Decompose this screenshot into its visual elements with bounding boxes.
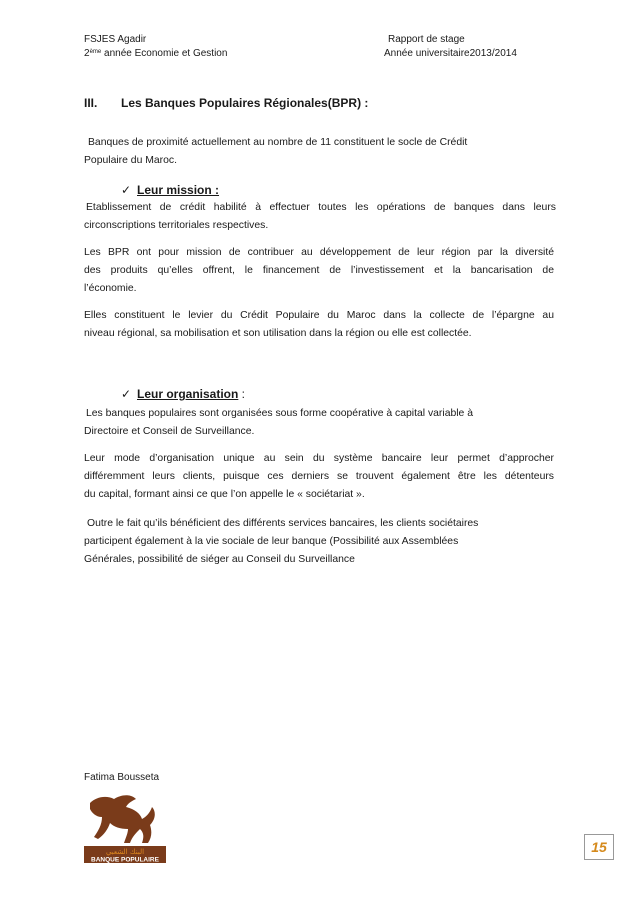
text-line: Les banques populaires sont organisées sous forme coopérative à capital variable à [86,408,474,419]
text-line: Générales, possibilité de siéger au Conseil du Surveillance [84,554,355,565]
text-line: Les BPR ont pour mission de contribuer au développement de leur région par la diversité [84,247,554,258]
page-number: 15 [584,834,614,860]
mission-paragraph-3 [84,307,554,343]
text-line: niveau régional, sa mobilisation et son utilisation dans la région ou elle est collectée. [84,328,472,339]
mission-heading [121,183,219,197]
text-line: circonscriptions territoriales respectives. [84,220,269,231]
author-name: Fatima Bousseta [84,772,160,783]
header-year-level: 2ème année Economie et Gestion [84,48,228,59]
section-title [84,96,368,110]
text-line: Etablissement de crédit habilité à effectuer toutes les opérations de banques dans leurs [86,202,556,213]
checkmark-icon: ✓ [121,183,132,197]
horse-icon [90,795,155,843]
text-line: du capital, formant ainsi ce que l’on appelle le « sociétariat ». [84,489,365,500]
header-right [384,33,517,61]
mission-paragraph-1 [86,199,556,235]
mission-paragraph-2 [84,244,554,298]
text-line: l’économie. [84,283,137,294]
header-school: FSJES Agadir [84,34,147,45]
checkmark-icon: ✓ [121,387,132,401]
section-number: III. [84,96,98,110]
organisation-paragraph-3 [84,515,557,569]
organisation-paragraph-2 [84,450,554,504]
text-line: différemment leurs clients, puisque ces derniers se trouvent également être les détenteurs [84,471,554,482]
logo-brand-text: BANQUE POPULAIRE [91,856,159,864]
text-line: Outre le fait qu’ils bénéficient des différents services bancaires, les clients sociétaires [87,518,479,529]
mission-heading-text: Leur mission : [137,183,220,197]
text-line: Directoire et Conseil de Surveillance. [84,426,255,437]
header-academic-year: Année universitaire2013/2014 [384,48,517,59]
text-line: Populaire du Maroc. [84,155,177,166]
header-report-type: Rapport de stage [388,34,465,45]
text-line: participent également à la vie sociale de leur banque (Possibilité aux Assemblées [84,536,459,547]
section-heading: Les Banques Populaires Régionales(BPR) : [121,96,369,110]
text-line: des produits qu’elles offrent, le financement de l’investissement et la bancarisation de [84,265,554,276]
organisation-heading [121,387,245,401]
text-line: Leur mode d’organisation unique au sein du système bancaire leur permet d’approcher [84,453,554,464]
text-line: Elles constituent le levier du Crédit Populaire du Maroc dans la collecte de l’épargne au [84,310,554,321]
intro-paragraph [84,134,558,170]
organisation-heading-text: Leur organisation [137,387,239,401]
logo-arabic-text: البنك الشعبي [105,848,145,856]
banque-populaire-logo [80,789,170,865]
organisation-paragraph-1 [86,405,556,441]
text-line: Banques de proximité actuellement au nombre de 11 constituent le socle de Crédit [88,137,468,148]
heading-colon: : [238,387,246,401]
header-left [84,33,227,61]
